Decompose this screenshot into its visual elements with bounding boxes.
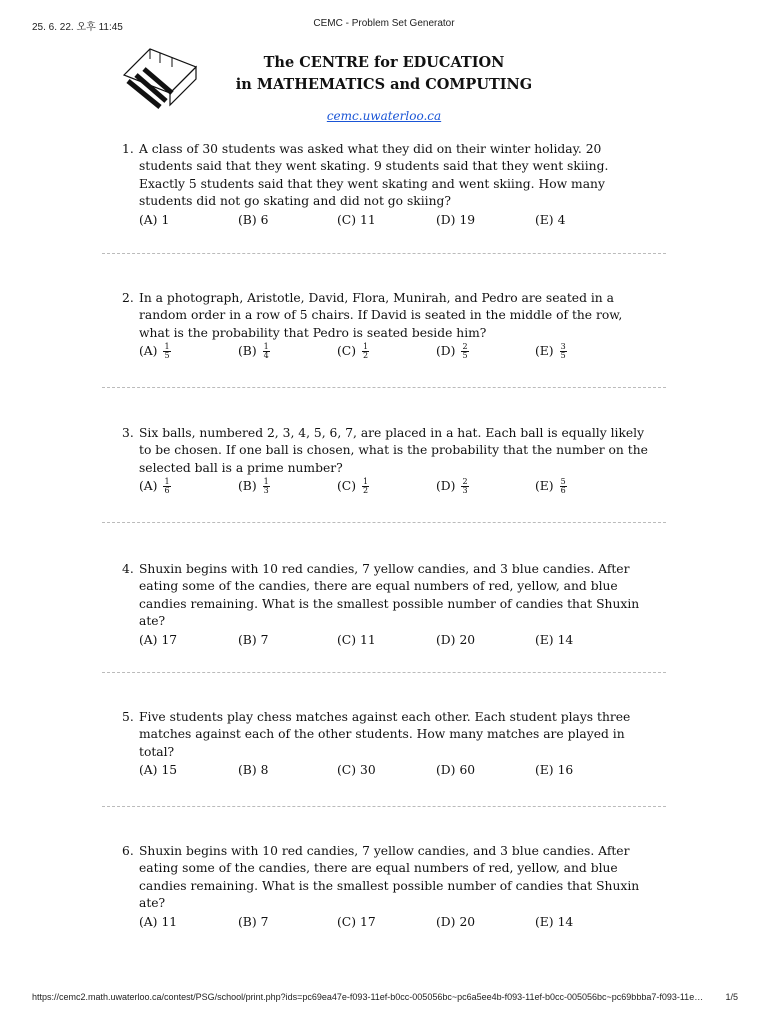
choice-value: 6 [260,212,269,227]
problem-divider [102,522,666,523]
problem-5 [122,709,652,780]
choice-value: 14 [557,914,574,929]
choice-fraction [163,343,170,360]
choice-value: 7 [260,632,269,647]
choice-value: 4 [557,212,566,227]
problem-number: 4. [122,562,134,576]
answer-choice [238,343,270,360]
organization-heading [210,52,558,96]
problem-divider [102,253,666,254]
fraction-numerator: 1 [164,342,170,352]
choice-fraction [560,343,567,360]
problem-number: 2. [122,291,134,305]
fraction-denominator: 6 [560,486,566,496]
answer-choice [238,914,268,931]
problem-number: 6. [122,844,134,858]
fraction-numerator: 3 [560,342,566,352]
answer-choice [436,762,475,779]
fraction-numerator: 2 [462,477,468,487]
answer-choices [139,212,652,230]
choice-label: (A) [139,479,158,494]
fraction-denominator: 3 [263,486,269,496]
answer-choice [139,762,177,779]
print-page-title: CEMC - Problem Set Generator [313,18,455,29]
problem-number: 1. [122,142,134,156]
answer-choice [139,478,171,495]
cemc-logo [120,45,200,115]
answer-choice [337,762,376,779]
answer-choice [238,632,268,649]
choice-value: 7 [260,914,269,929]
problem-text: A class of 30 students was asked what they did on their winter holiday. 20 students said that they went skating. 9 students said that they went skiing. Exactly 5 students said that they went skating and went skiing. How many students did not go skating and did not go skiing? [139,142,609,209]
choice-value: 11 [360,212,376,227]
answer-choice [535,343,567,360]
choice-value: 20 [459,632,476,647]
print-url: https://cemc2.math.uwaterloo.ca/contest/PSG/school/print.php?ids=pc69ea47e-f093-11ef-b0cc-005056bc~pc6a5ee4b-f093-11ef-b0cc-005056bc~pc69bbba7-f093-11e… [32,992,704,1002]
answer-choice [436,914,475,931]
fraction-denominator: 5 [462,351,468,361]
answer-choice [436,478,469,495]
problem-3 [122,425,652,496]
problem-text: Five students play chess matches against each other. Each student plays three matches against each of the other students. How many matches are played in total? [139,710,631,759]
answer-choices [139,632,652,650]
choice-value: 14 [557,632,574,647]
choice-value: 11 [360,632,376,647]
answer-choice [436,343,469,360]
fraction-denominator: 6 [164,486,170,496]
problem-text: Six balls, numbered 2, 3, 4, 5, 6, 7, are placed in a hat. Each ball is equally likely to be chosen. If one ball is chosen, what is the probability that the number on the selected ball is a prime number? [139,426,648,475]
fraction-denominator: 5 [164,351,170,361]
answer-choice [337,212,376,229]
choice-label: (D) [436,914,456,929]
problem-text: In a photograph, Aristotle, David, Flora, Munirah, and Pedro are seated in a random order in a row of 5 chairs. If David is seated in the middle of the row, what is the probability that Pedro is seated beside him? [139,291,623,340]
org-line-2: in MATHEMATICS and COMPUTING [235,76,533,93]
choice-label: (D) [436,763,456,778]
choice-value: 20 [459,914,476,929]
answer-choice [535,914,573,931]
choice-label: (E) [535,344,554,359]
choice-label: (C) [337,344,357,359]
choice-label: (C) [337,763,357,778]
choice-label: (E) [535,479,554,494]
choice-label: (D) [436,632,456,647]
choice-label: (C) [337,212,357,227]
problem-text: Shuxin begins with 10 red candies, 7 yellow candies, and 3 blue candies. After eating some of the candies, there are equal numbers of red, yellow, and blue candies remaining. What is the smallest possible number of candies that Shuxin ate? [139,562,640,629]
answer-choice [337,914,376,931]
fraction-numerator: 1 [263,342,269,352]
answer-choice [337,478,369,495]
answer-choice [337,632,376,649]
choice-value: 19 [459,212,476,227]
choice-label: (D) [436,344,456,359]
choice-label: (A) [139,914,158,929]
choice-label: (C) [337,914,357,929]
problem-1 [122,141,652,230]
fraction-denominator: 2 [363,351,369,361]
answer-choice [535,762,573,779]
fraction-numerator: 1 [164,477,170,487]
choice-label: (E) [535,763,554,778]
fraction-numerator: 1 [363,342,369,352]
choice-label: (D) [436,212,456,227]
fraction-denominator: 5 [560,351,566,361]
answer-choices [139,914,652,932]
answer-choice [436,212,475,229]
answer-choice [535,478,567,495]
answer-choice [238,762,268,779]
choice-fraction [263,343,270,360]
choice-label: (E) [535,914,554,929]
choice-label: (A) [139,212,158,227]
problem-divider [102,806,666,807]
choice-label: (B) [238,479,257,494]
answer-choice [139,212,169,229]
fraction-numerator: 1 [363,477,369,487]
fraction-denominator: 3 [462,486,468,496]
choice-fraction [362,343,369,360]
choice-value: 11 [161,914,178,929]
choice-value: 17 [161,632,178,647]
choice-value: 17 [360,914,376,929]
choice-value: 15 [161,763,178,778]
problem-text: Shuxin begins with 10 red candies, 7 yellow candies, and 3 blue candies. After eating some of the candies, there are equal numbers of red, yellow, and blue candies remaining. What is the smallest possible number of candies that Shuxin ate? [139,844,640,911]
choice-label: (A) [139,763,158,778]
answer-choices [139,762,652,780]
org-line-1: The CENTRE for EDUCATION [263,54,505,71]
print-datetime: 25. 6. 22. 오후 11:45 [32,22,123,33]
choice-fraction [560,478,567,495]
choice-label: (C) [337,632,357,647]
answer-choice [139,343,171,360]
choice-label: (A) [139,632,158,647]
problem-number: 5. [122,710,134,724]
fraction-denominator: 2 [363,486,369,496]
choice-label: (E) [535,632,554,647]
answer-choices [139,478,652,496]
choice-fraction [163,478,170,495]
answer-choice [238,478,270,495]
answer-choices [139,343,652,361]
answer-choice [238,212,268,229]
answer-choice [139,914,177,931]
choice-label: (B) [238,212,257,227]
choice-label: (A) [139,344,158,359]
print-footer [0,992,768,1008]
fraction-numerator: 1 [263,477,269,487]
answer-choice [139,632,177,649]
answer-choice [337,343,369,360]
choice-value: 1 [161,212,170,227]
choice-label: (E) [535,212,554,227]
choice-value: 8 [260,763,269,778]
problem-4 [122,561,652,650]
problem-number: 3. [122,426,134,440]
problem-2 [122,290,652,361]
choice-fraction [362,478,369,495]
choice-fraction [263,478,270,495]
choice-label: (D) [436,479,456,494]
problem-divider [102,672,666,673]
cemc-website-link[interactable]: cemc.uwaterloo.ca [326,109,442,123]
choice-label: (B) [238,763,257,778]
fraction-numerator: 5 [560,477,566,487]
answer-choice [436,632,475,649]
choice-label: (B) [238,344,257,359]
choice-label: (B) [238,632,257,647]
choice-value: 16 [557,763,574,778]
fraction-denominator: 4 [263,351,269,361]
choice-fraction [461,343,468,360]
print-header [0,18,768,34]
choice-value: 60 [459,763,476,778]
fraction-numerator: 2 [462,342,468,352]
choice-label: (C) [337,479,357,494]
choice-value: 30 [360,763,376,778]
choice-fraction [461,478,468,495]
answer-choice [535,632,573,649]
problem-6 [122,843,652,932]
answer-choice [535,212,565,229]
choice-label: (B) [238,914,257,929]
problem-divider [102,387,666,388]
print-page-number: 1/5 [725,992,738,1002]
